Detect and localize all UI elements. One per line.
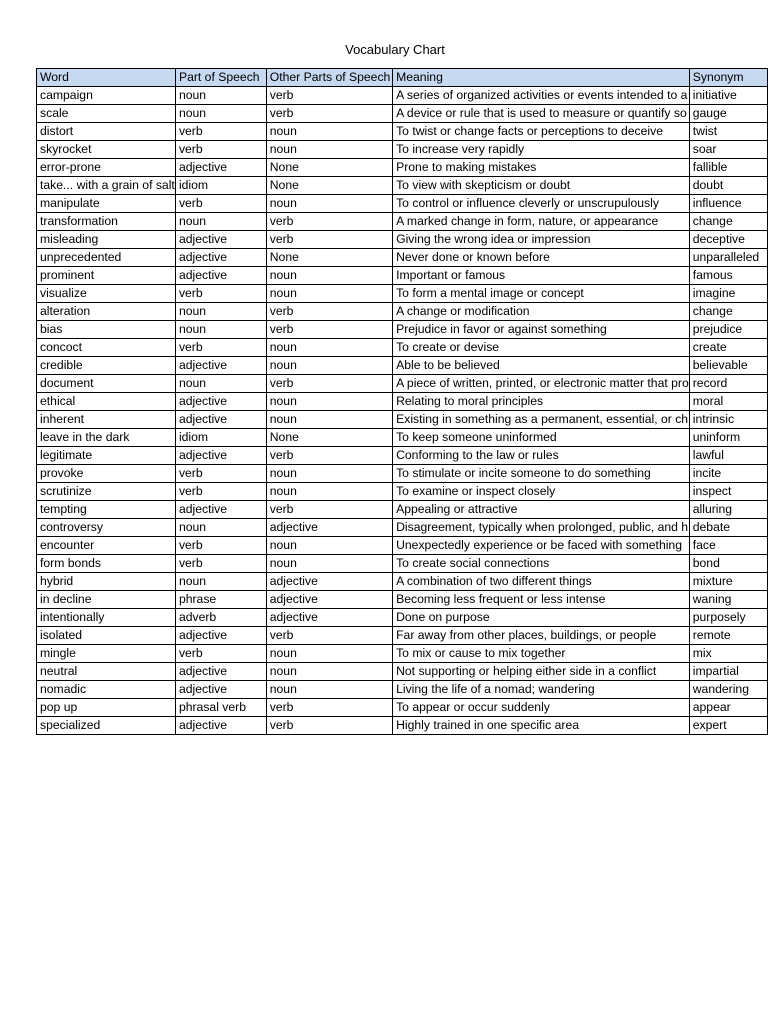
meaning-cell: Important or famous (393, 267, 690, 285)
other-parts-cell: adjective (266, 519, 392, 537)
vocabulary-table (36, 68, 768, 735)
table-row (37, 519, 768, 537)
column-header: Meaning (393, 69, 690, 87)
synonym-cell: moral (689, 393, 767, 411)
meaning-cell: To control or influence cleverly or unscrupulously (393, 195, 690, 213)
column-header: Word (37, 69, 176, 87)
word-cell: prominent (37, 267, 176, 285)
meaning-cell: Giving the wrong idea or impression (393, 231, 690, 249)
synonym-cell: believable (689, 357, 767, 375)
meaning-cell: A change or modification (393, 303, 690, 321)
word-cell: form bonds (37, 555, 176, 573)
other-parts-cell: adjective (266, 573, 392, 591)
synonym-cell: appear (689, 699, 767, 717)
other-parts-cell: noun (266, 123, 392, 141)
part-of-speech-cell: adjective (175, 267, 266, 285)
word-cell: in decline (37, 591, 176, 609)
synonym-cell: imagine (689, 285, 767, 303)
table-row (37, 303, 768, 321)
word-cell: inherent (37, 411, 176, 429)
column-header: Part of Speech (175, 69, 266, 87)
other-parts-cell: verb (266, 213, 392, 231)
meaning-cell: Unexpectedly experience or be faced with something (393, 537, 690, 555)
part-of-speech-cell: noun (175, 519, 266, 537)
table-row (37, 609, 768, 627)
other-parts-cell: verb (266, 699, 392, 717)
table-row (37, 357, 768, 375)
part-of-speech-cell: adjective (175, 447, 266, 465)
meaning-cell: To create or devise (393, 339, 690, 357)
part-of-speech-cell: adjective (175, 393, 266, 411)
word-cell: skyrocket (37, 141, 176, 159)
other-parts-cell: noun (266, 357, 392, 375)
meaning-cell: Relating to moral principles (393, 393, 690, 411)
synonym-cell: alluring (689, 501, 767, 519)
synonym-cell: deceptive (689, 231, 767, 249)
part-of-speech-cell: verb (175, 285, 266, 303)
other-parts-cell: verb (266, 375, 392, 393)
synonym-cell: mixture (689, 573, 767, 591)
word-cell: isolated (37, 627, 176, 645)
other-parts-cell: None (266, 177, 392, 195)
meaning-cell: To keep someone uninformed (393, 429, 690, 447)
table-row (37, 537, 768, 555)
other-parts-cell: noun (266, 195, 392, 213)
word-cell: document (37, 375, 176, 393)
part-of-speech-cell: idiom (175, 177, 266, 195)
synonym-cell: change (689, 213, 767, 231)
other-parts-cell: noun (266, 339, 392, 357)
meaning-cell: To twist or change facts or perceptions to deceive (393, 123, 690, 141)
synonym-cell: famous (689, 267, 767, 285)
word-cell: alteration (37, 303, 176, 321)
table-body (37, 87, 768, 735)
meaning-cell: Conforming to the law or rules (393, 447, 690, 465)
part-of-speech-cell: noun (175, 105, 266, 123)
meaning-cell: To mix or cause to mix together (393, 645, 690, 663)
synonym-cell: purposely (689, 609, 767, 627)
table-row (37, 447, 768, 465)
table-row (37, 105, 768, 123)
part-of-speech-cell: adjective (175, 501, 266, 519)
table-row (37, 699, 768, 717)
meaning-cell: Existing in something as a permanent, essential, or ch (393, 411, 690, 429)
other-parts-cell: noun (266, 411, 392, 429)
meaning-cell: A series of organized activities or events intended to a (393, 87, 690, 105)
synonym-cell: twist (689, 123, 767, 141)
synonym-cell: expert (689, 717, 767, 735)
part-of-speech-cell: noun (175, 213, 266, 231)
other-parts-cell: noun (266, 267, 392, 285)
part-of-speech-cell: adjective (175, 357, 266, 375)
table-row (37, 87, 768, 105)
word-cell: unprecedented (37, 249, 176, 267)
synonym-cell: wandering (689, 681, 767, 699)
word-cell: concoct (37, 339, 176, 357)
part-of-speech-cell: noun (175, 87, 266, 105)
meaning-cell: Highly trained in one specific area (393, 717, 690, 735)
part-of-speech-cell: adverb (175, 609, 266, 627)
other-parts-cell: noun (266, 663, 392, 681)
word-cell: distort (37, 123, 176, 141)
other-parts-cell: noun (266, 393, 392, 411)
synonym-cell: unparalleled (689, 249, 767, 267)
meaning-cell: Prone to making mistakes (393, 159, 690, 177)
other-parts-cell: noun (266, 465, 392, 483)
part-of-speech-cell: noun (175, 375, 266, 393)
meaning-cell: A marked change in form, nature, or appearance (393, 213, 690, 231)
word-cell: bias (37, 321, 176, 339)
meaning-cell: Able to be believed (393, 357, 690, 375)
synonym-cell: remote (689, 627, 767, 645)
meaning-cell: A device or rule that is used to measure or quantify so (393, 105, 690, 123)
meaning-cell: Living the life of a nomad; wandering (393, 681, 690, 699)
table-row (37, 339, 768, 357)
table-row (37, 231, 768, 249)
table-row (37, 195, 768, 213)
word-cell: tempting (37, 501, 176, 519)
table-row (37, 393, 768, 411)
part-of-speech-cell: noun (175, 573, 266, 591)
other-parts-cell: adjective (266, 609, 392, 627)
table-row (37, 663, 768, 681)
table-row (37, 483, 768, 501)
synonym-cell: initiative (689, 87, 767, 105)
meaning-cell: A combination of two different things (393, 573, 690, 591)
other-parts-cell: noun (266, 483, 392, 501)
table-row (37, 249, 768, 267)
synonym-cell: gauge (689, 105, 767, 123)
table-row (37, 123, 768, 141)
table-row (37, 555, 768, 573)
other-parts-cell: noun (266, 555, 392, 573)
synonym-cell: create (689, 339, 767, 357)
table-row (37, 627, 768, 645)
table-row (37, 573, 768, 591)
part-of-speech-cell: adjective (175, 249, 266, 267)
synonym-cell: record (689, 375, 767, 393)
meaning-cell: Not supporting or helping either side in a conflict (393, 663, 690, 681)
word-cell: legitimate (37, 447, 176, 465)
synonym-cell: face (689, 537, 767, 555)
part-of-speech-cell: verb (175, 195, 266, 213)
part-of-speech-cell: verb (175, 555, 266, 573)
meaning-cell: Never done or known before (393, 249, 690, 267)
word-cell: intentionally (37, 609, 176, 627)
part-of-speech-cell: verb (175, 483, 266, 501)
word-cell: nomadic (37, 681, 176, 699)
table-row (37, 159, 768, 177)
word-cell: take... with a grain of salt (37, 177, 176, 195)
meaning-cell: To view with skepticism or doubt (393, 177, 690, 195)
synonym-cell: intrinsic (689, 411, 767, 429)
other-parts-cell: verb (266, 303, 392, 321)
synonym-cell: debate (689, 519, 767, 537)
word-cell: specialized (37, 717, 176, 735)
table-row (37, 411, 768, 429)
meaning-cell: To form a mental image or concept (393, 285, 690, 303)
synonym-cell: bond (689, 555, 767, 573)
other-parts-cell: verb (266, 87, 392, 105)
other-parts-cell: verb (266, 321, 392, 339)
table-row (37, 429, 768, 447)
word-cell: scale (37, 105, 176, 123)
part-of-speech-cell: verb (175, 123, 266, 141)
other-parts-cell: None (266, 159, 392, 177)
meaning-cell: To increase very rapidly (393, 141, 690, 159)
page-title: Vocabulary Chart (345, 42, 445, 57)
table-row (37, 321, 768, 339)
part-of-speech-cell: idiom (175, 429, 266, 447)
word-cell: transformation (37, 213, 176, 231)
meaning-cell: Prejudice in favor or against something (393, 321, 690, 339)
table-row (37, 501, 768, 519)
table-row (37, 717, 768, 735)
part-of-speech-cell: verb (175, 141, 266, 159)
part-of-speech-cell: adjective (175, 717, 266, 735)
other-parts-cell: verb (266, 447, 392, 465)
part-of-speech-cell: adjective (175, 663, 266, 681)
part-of-speech-cell: phrase (175, 591, 266, 609)
header-row (37, 69, 768, 87)
word-cell: ethical (37, 393, 176, 411)
other-parts-cell: verb (266, 105, 392, 123)
part-of-speech-cell: verb (175, 537, 266, 555)
meaning-cell: Appealing or attractive (393, 501, 690, 519)
word-cell: neutral (37, 663, 176, 681)
table-row (37, 177, 768, 195)
other-parts-cell: noun (266, 537, 392, 555)
word-cell: visualize (37, 285, 176, 303)
word-cell: provoke (37, 465, 176, 483)
synonym-cell: prejudice (689, 321, 767, 339)
part-of-speech-cell: noun (175, 303, 266, 321)
meaning-cell: To stimulate or incite someone to do something (393, 465, 690, 483)
other-parts-cell: verb (266, 501, 392, 519)
synonym-cell: inspect (689, 483, 767, 501)
meaning-cell: Disagreement, typically when prolonged, public, and h (393, 519, 690, 537)
meaning-cell: Becoming less frequent or less intense (393, 591, 690, 609)
meaning-cell: Far away from other places, buildings, or people (393, 627, 690, 645)
other-parts-cell: noun (266, 141, 392, 159)
part-of-speech-cell: adjective (175, 627, 266, 645)
meaning-cell: To create social connections (393, 555, 690, 573)
synonym-cell: incite (689, 465, 767, 483)
synonym-cell: lawful (689, 447, 767, 465)
word-cell: credible (37, 357, 176, 375)
word-cell: campaign (37, 87, 176, 105)
other-parts-cell: verb (266, 717, 392, 735)
other-parts-cell: verb (266, 231, 392, 249)
table-row (37, 213, 768, 231)
synonym-cell: influence (689, 195, 767, 213)
other-parts-cell: None (266, 249, 392, 267)
part-of-speech-cell: phrasal verb (175, 699, 266, 717)
table-row (37, 285, 768, 303)
part-of-speech-cell: verb (175, 339, 266, 357)
table-row (37, 591, 768, 609)
synonym-cell: change (689, 303, 767, 321)
meaning-cell: Done on purpose (393, 609, 690, 627)
synonym-cell: uninform (689, 429, 767, 447)
part-of-speech-cell: adjective (175, 159, 266, 177)
part-of-speech-cell: verb (175, 645, 266, 663)
table-row (37, 267, 768, 285)
table-row (37, 465, 768, 483)
column-header: Synonym (689, 69, 767, 87)
synonym-cell: fallible (689, 159, 767, 177)
synonym-cell: soar (689, 141, 767, 159)
word-cell: encounter (37, 537, 176, 555)
part-of-speech-cell: adjective (175, 681, 266, 699)
word-cell: misleading (37, 231, 176, 249)
meaning-cell: A piece of written, printed, or electronic matter that pro (393, 375, 690, 393)
other-parts-cell: adjective (266, 591, 392, 609)
table-row (37, 681, 768, 699)
word-cell: pop up (37, 699, 176, 717)
word-cell: hybrid (37, 573, 176, 591)
meaning-cell: To examine or inspect closely (393, 483, 690, 501)
word-cell: error-prone (37, 159, 176, 177)
synonym-cell: mix (689, 645, 767, 663)
other-parts-cell: None (266, 429, 392, 447)
part-of-speech-cell: adjective (175, 411, 266, 429)
synonym-cell: doubt (689, 177, 767, 195)
other-parts-cell: noun (266, 285, 392, 303)
table-row (37, 141, 768, 159)
synonym-cell: impartial (689, 663, 767, 681)
part-of-speech-cell: verb (175, 465, 266, 483)
other-parts-cell: noun (266, 645, 392, 663)
table-row (37, 375, 768, 393)
word-cell: manipulate (37, 195, 176, 213)
synonym-cell: waning (689, 591, 767, 609)
other-parts-cell: verb (266, 627, 392, 645)
part-of-speech-cell: adjective (175, 231, 266, 249)
part-of-speech-cell: noun (175, 321, 266, 339)
other-parts-cell: noun (266, 681, 392, 699)
word-cell: scrutinize (37, 483, 176, 501)
meaning-cell: To appear or occur suddenly (393, 699, 690, 717)
column-header: Other Parts of Speech (266, 69, 392, 87)
word-cell: controversy (37, 519, 176, 537)
word-cell: leave in the dark (37, 429, 176, 447)
word-cell: mingle (37, 645, 176, 663)
table-row (37, 645, 768, 663)
